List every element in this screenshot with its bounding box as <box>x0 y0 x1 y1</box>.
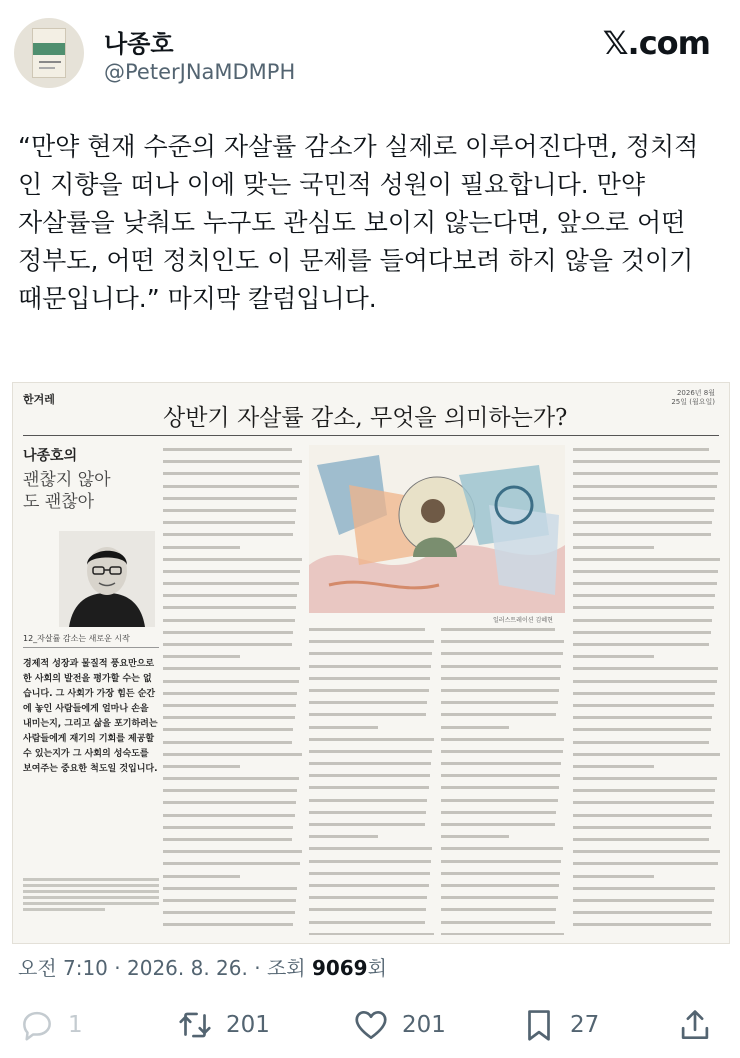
newspaper-date: 2026년 8월 25일 (월요일) <box>671 389 715 406</box>
x-logo[interactable]: 𝕏.com <box>602 24 710 62</box>
like-button[interactable] <box>352 1002 446 1048</box>
tweet-time[interactable]: 오전 7:10 <box>18 956 108 980</box>
tweet-action-bar <box>0 1002 740 1052</box>
tweet-header <box>0 0 740 100</box>
attached-image-newspaper[interactable] <box>12 382 730 944</box>
article-lead: 경제적 성장과 물질적 풍요만으로 한 사회의 발전을 평가할 수는 없습니다. 그 사회가 가장 힘든 순간에 놓인 사람들에게 얼마나 손을 내미는지, 그리고 삶을 포기하려는 사람들에게 재기의 기회를 제공할 수 있는지가 그 사회의 성숙도를 보여주는 중요한 척도일 것입니다. <box>23 659 158 774</box>
retweet-button[interactable] <box>176 1002 270 1048</box>
reply-count: 1 <box>68 1012 83 1038</box>
tweet-text: “만약 현재 수준의 자살률 감소가 실제로 이루어진다면, 정치적 인 지향을 떠나 이에 맞는 국민적 성원이 필요합니다. 만약 자살률을 낮춰도 누구도 관심도 보이지 않는다면, 앞으로 어떤 정부도, 어떤 정치인도 이 문제를 들여다보려 하지 않을 것이기 때문입니다.” 마지막 칼럼입니다. <box>18 132 707 313</box>
reply-button[interactable] <box>18 1002 83 1048</box>
share-button[interactable] <box>676 1002 714 1048</box>
headline-rule <box>23 435 719 436</box>
column-title: 괜찮지 않아도 괜찮아 <box>23 470 111 512</box>
article-headline: 상반기 자살률 감소, 무엇을 의미하는가? <box>163 405 568 431</box>
article-body-column-3 <box>441 625 565 935</box>
heart-icon <box>352 1006 390 1044</box>
retweet-icon <box>176 1006 214 1044</box>
avatar[interactable] <box>14 18 84 88</box>
bookmark-count: 27 <box>570 1012 600 1038</box>
views-count[interactable]: 9069 <box>311 956 368 980</box>
bookmark-icon <box>520 1006 558 1044</box>
retweet-count: 201 <box>226 1012 270 1038</box>
share-icon <box>676 1006 714 1044</box>
article-illustration-icon <box>309 445 565 613</box>
author-bio-block <box>23 875 159 914</box>
article-body-column-2 <box>309 625 435 935</box>
portrait-caption: 12_자살률 감소는 새로운 시작 <box>23 634 130 643</box>
article-body-column-1 <box>163 445 303 935</box>
views-label: 조회 <box>266 956 306 980</box>
newspaper-logo: 한겨레 <box>23 393 55 406</box>
like-count: 201 <box>402 1012 446 1038</box>
views-suffix: 회 <box>367 956 387 980</box>
user-display-name[interactable]: 나종호 <box>104 30 174 58</box>
article-body-column-4 <box>573 445 721 935</box>
book-cover-icon <box>32 28 66 78</box>
user-handle[interactable]: @PeterJNaMDMPH <box>104 60 296 84</box>
tweet-meta: 오전 7:10 · 2026. 8. 26. · 조회 9069회 <box>18 956 387 980</box>
bookmark-button[interactable] <box>520 1002 599 1048</box>
column-author: 나종호의 <box>23 448 78 464</box>
author-portrait-icon <box>59 531 155 627</box>
column-sidebar <box>23 445 159 935</box>
sidebar-divider <box>23 647 159 648</box>
tweet-date[interactable]: 2026. 8. 26. <box>127 956 248 980</box>
illustration-credit: 일러스트레이션 김혜현 <box>493 617 553 624</box>
reply-icon <box>18 1006 56 1044</box>
